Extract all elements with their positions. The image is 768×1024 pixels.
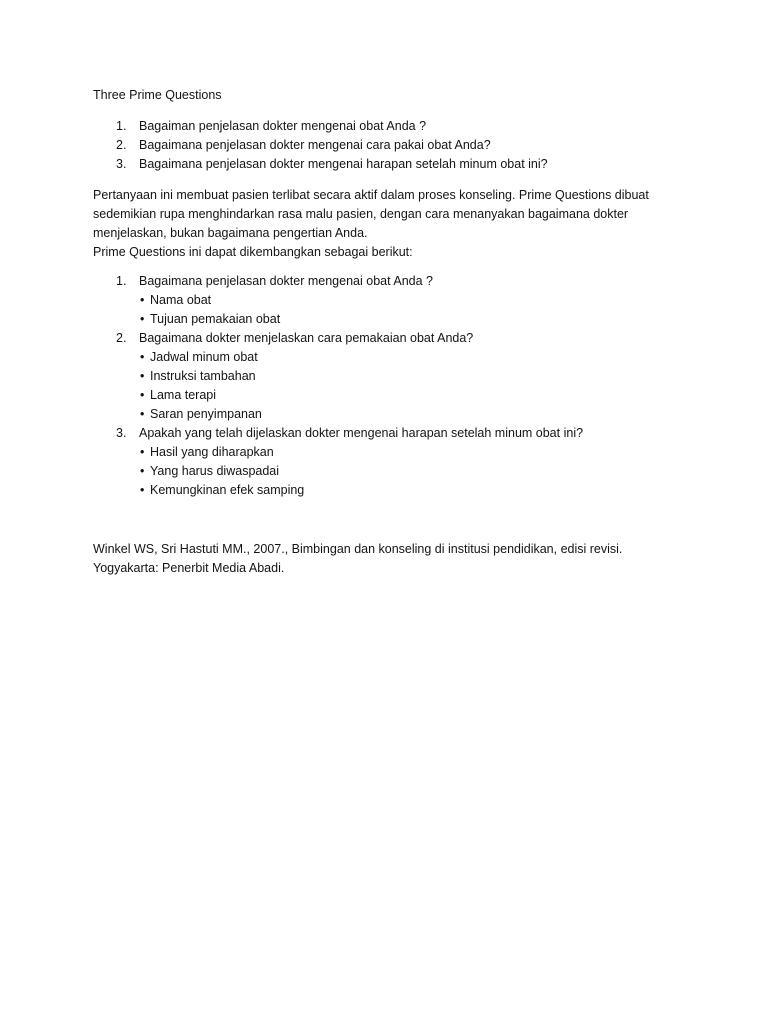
list-item-text: Bagaimana dokter menjelaskan cara pemakaian obat Anda? [139, 331, 474, 345]
reference-line: Yogyakarta: Penerbit Media Abadi. [93, 561, 285, 575]
list-item-text: Apakah yang telah dijelaskan dokter mengenai harapan setelah minum obat ini? [139, 426, 584, 440]
list-number: 2. [116, 331, 127, 345]
bullet-icon: • [140, 293, 145, 307]
bullet-icon: • [140, 388, 145, 402]
list-item [0, 329, 768, 348]
list-number: 3. [116, 426, 127, 440]
list-number: 3. [116, 157, 127, 171]
bullet-icon: • [140, 445, 145, 459]
sub-list-item [0, 310, 768, 329]
sub-item-text: Instruksi tambahan [150, 369, 256, 383]
sub-item-text: Hasil yang diharapkan [150, 445, 274, 459]
question-group [0, 424, 768, 500]
paragraph-line: sedemikian rupa menghindarkan rasa malu pasien, dengan cara menanyakan bagaimana dokter [93, 207, 629, 221]
bullet-icon: • [140, 483, 145, 497]
sub-list-item [0, 386, 768, 405]
sub-item-text: Nama obat [150, 293, 212, 307]
explanation-paragraph [93, 186, 693, 262]
list-item [0, 155, 768, 174]
list-item [0, 424, 768, 443]
list-item-text: Bagaimana penjelasan dokter mengenai harapan setelah minum obat ini? [139, 157, 548, 171]
developed-questions-list [0, 272, 768, 500]
sub-item-text: Kemungkinan efek samping [150, 483, 305, 497]
paragraph-line: menjelaskan, bukan bagaimana pengertian Anda. [93, 226, 368, 240]
sub-list-item [0, 481, 768, 500]
question-group [0, 329, 768, 424]
sub-list-item [0, 462, 768, 481]
sub-item-text: Jadwal minum obat [150, 350, 258, 364]
sub-item-text: Saran penyimpanan [150, 407, 262, 421]
list-number: 1. [116, 274, 127, 288]
sub-item-text: Lama terapi [150, 388, 217, 402]
sub-item-text: Yang harus diwaspadai [150, 464, 280, 478]
list-item [0, 136, 768, 155]
paragraph-line: Pertanyaan ini membuat pasien terlibat secara aktif dalam proses konseling. Prime Questions dibuat [93, 188, 649, 202]
sub-list-item [0, 367, 768, 386]
prime-questions-list [0, 117, 768, 174]
bullet-icon: • [140, 407, 145, 421]
reference-citation [93, 540, 713, 578]
list-item-text: Bagaimana penjelasan dokter mengenai obat Anda ? [139, 274, 433, 288]
question-group [0, 272, 768, 329]
sub-list [0, 443, 768, 500]
bullet-icon: • [140, 312, 145, 326]
sub-list [0, 291, 768, 329]
list-item [0, 117, 768, 136]
bullet-icon: • [140, 369, 145, 383]
page-title: Three Prime Questions [93, 88, 222, 102]
sub-list-item [0, 443, 768, 462]
bullet-icon: • [140, 350, 145, 364]
sub-list [0, 348, 768, 424]
list-item-text: Bagaimana penjelasan dokter mengenai cara pakai obat Anda? [139, 138, 491, 152]
list-number: 2. [116, 138, 127, 152]
paragraph-line: Prime Questions ini dapat dikembangkan sebagai berikut: [93, 245, 413, 259]
sub-list-item [0, 291, 768, 310]
sub-list-item [0, 405, 768, 424]
list-item-text: Bagaiman penjelasan dokter mengenai obat Anda ? [139, 119, 427, 133]
reference-line: Winkel WS, Sri Hastuti MM., 2007., Bimbingan dan konseling di institusi pendidikan, edisi revisi. [93, 542, 623, 556]
list-number: 1. [116, 119, 127, 133]
sub-item-text: Tujuan pemakaian obat [150, 312, 281, 326]
bullet-icon: • [140, 464, 145, 478]
list-item [0, 272, 768, 291]
sub-list-item [0, 348, 768, 367]
